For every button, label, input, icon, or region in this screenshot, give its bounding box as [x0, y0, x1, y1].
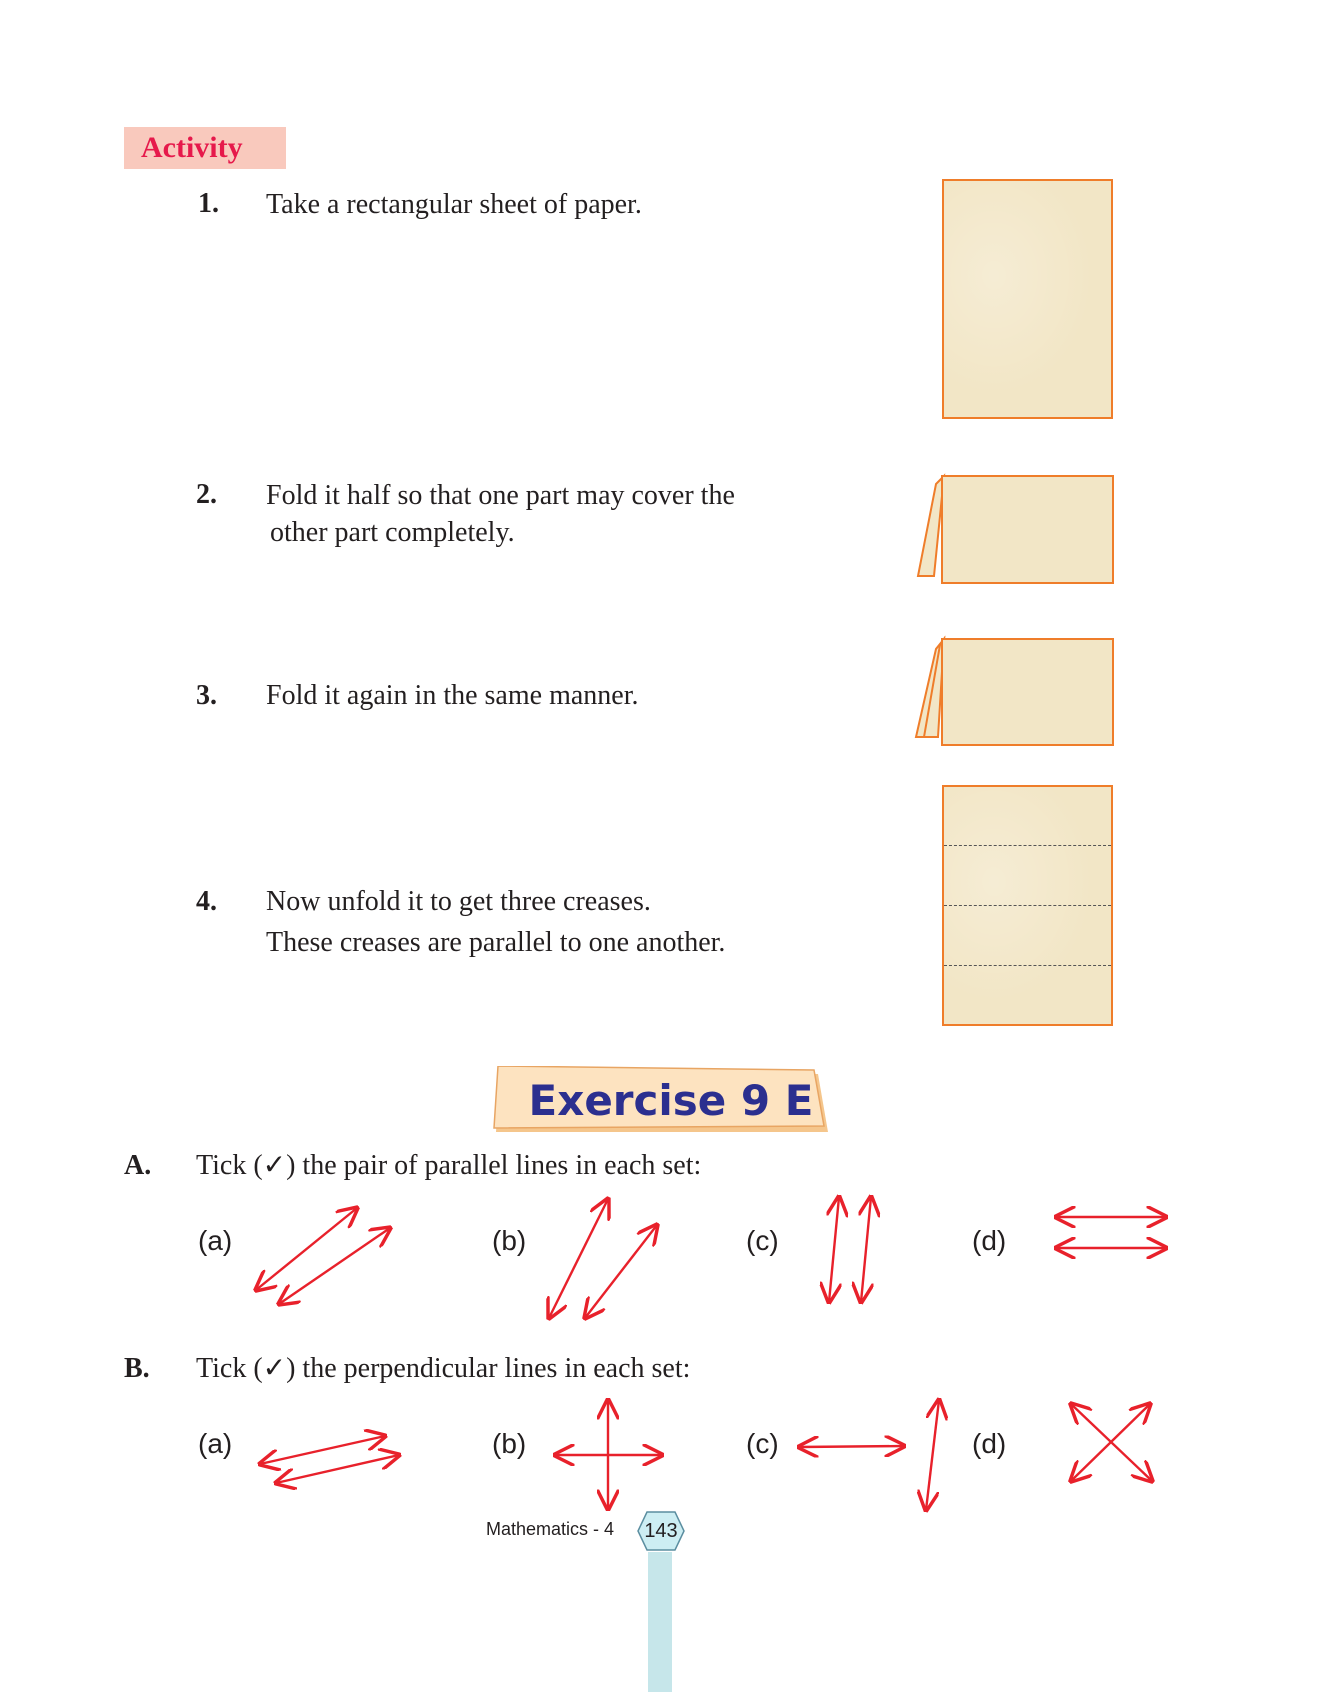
- activity-label-text: Activity: [141, 131, 243, 164]
- step-2-number: 2.: [196, 479, 217, 510]
- question-b-option-c-label: (c): [746, 1428, 779, 1459]
- step-4-text-line-1: Now unfold it to get three creases.: [266, 886, 651, 917]
- question-b-option-a-label: (a): [198, 1428, 233, 1459]
- a-a-arrow-1: [256, 1208, 357, 1290]
- step-2-text-line-1: Fold it half so that one part may cover the: [266, 480, 735, 511]
- step-4-text-line-2: These creases are parallel to one another.: [266, 927, 726, 958]
- page-number: 143: [644, 1520, 678, 1542]
- a-c-arrow-1: [829, 1197, 839, 1302]
- step-4-number: 4.: [196, 886, 217, 917]
- exercise-title: Exercise 9 E: [528, 1076, 814, 1125]
- step-3-text: Fold it again in the same manner.: [266, 680, 639, 711]
- step-1-text: Take a rectangular sheet of paper.: [266, 189, 642, 220]
- question-a-letter: A.: [124, 1150, 152, 1181]
- b-a-arrow-1: [260, 1436, 385, 1464]
- b-a-arrow-2: [276, 1455, 399, 1483]
- question-a-option-c-label: (c): [746, 1225, 779, 1256]
- a-a-arrow-2: [279, 1228, 390, 1304]
- footer-book-title: Mathematics - 4: [486, 1519, 615, 1539]
- page-edge-tab: [648, 1552, 672, 1692]
- b-c-arrow-vertical: [926, 1400, 939, 1510]
- b-c-arrow-horizontal: [799, 1446, 904, 1447]
- step-2-text-line-2: other part completely.: [270, 517, 515, 548]
- question-b-letter: B.: [124, 1353, 150, 1384]
- question-a-option-a-label: (a): [198, 1225, 233, 1256]
- question-a-text: Tick (✓) the pair of parallel lines in each set:: [196, 1150, 702, 1181]
- question-a-option-b-label: (b): [492, 1225, 527, 1256]
- question-a-option-d-label: (d): [972, 1225, 1007, 1256]
- question-b-text: Tick (✓) the perpendicular lines in each set:: [196, 1353, 691, 1384]
- a-c-arrow-2: [861, 1197, 871, 1302]
- a-b-arrow-2: [585, 1225, 657, 1318]
- page-number-badge: [636, 1510, 686, 1552]
- question-b-option-b-label: (b): [492, 1428, 527, 1459]
- step-1-number: 1.: [198, 188, 219, 219]
- question-b-option-d-label: (d): [972, 1428, 1007, 1459]
- step-3-number: 3.: [196, 680, 217, 711]
